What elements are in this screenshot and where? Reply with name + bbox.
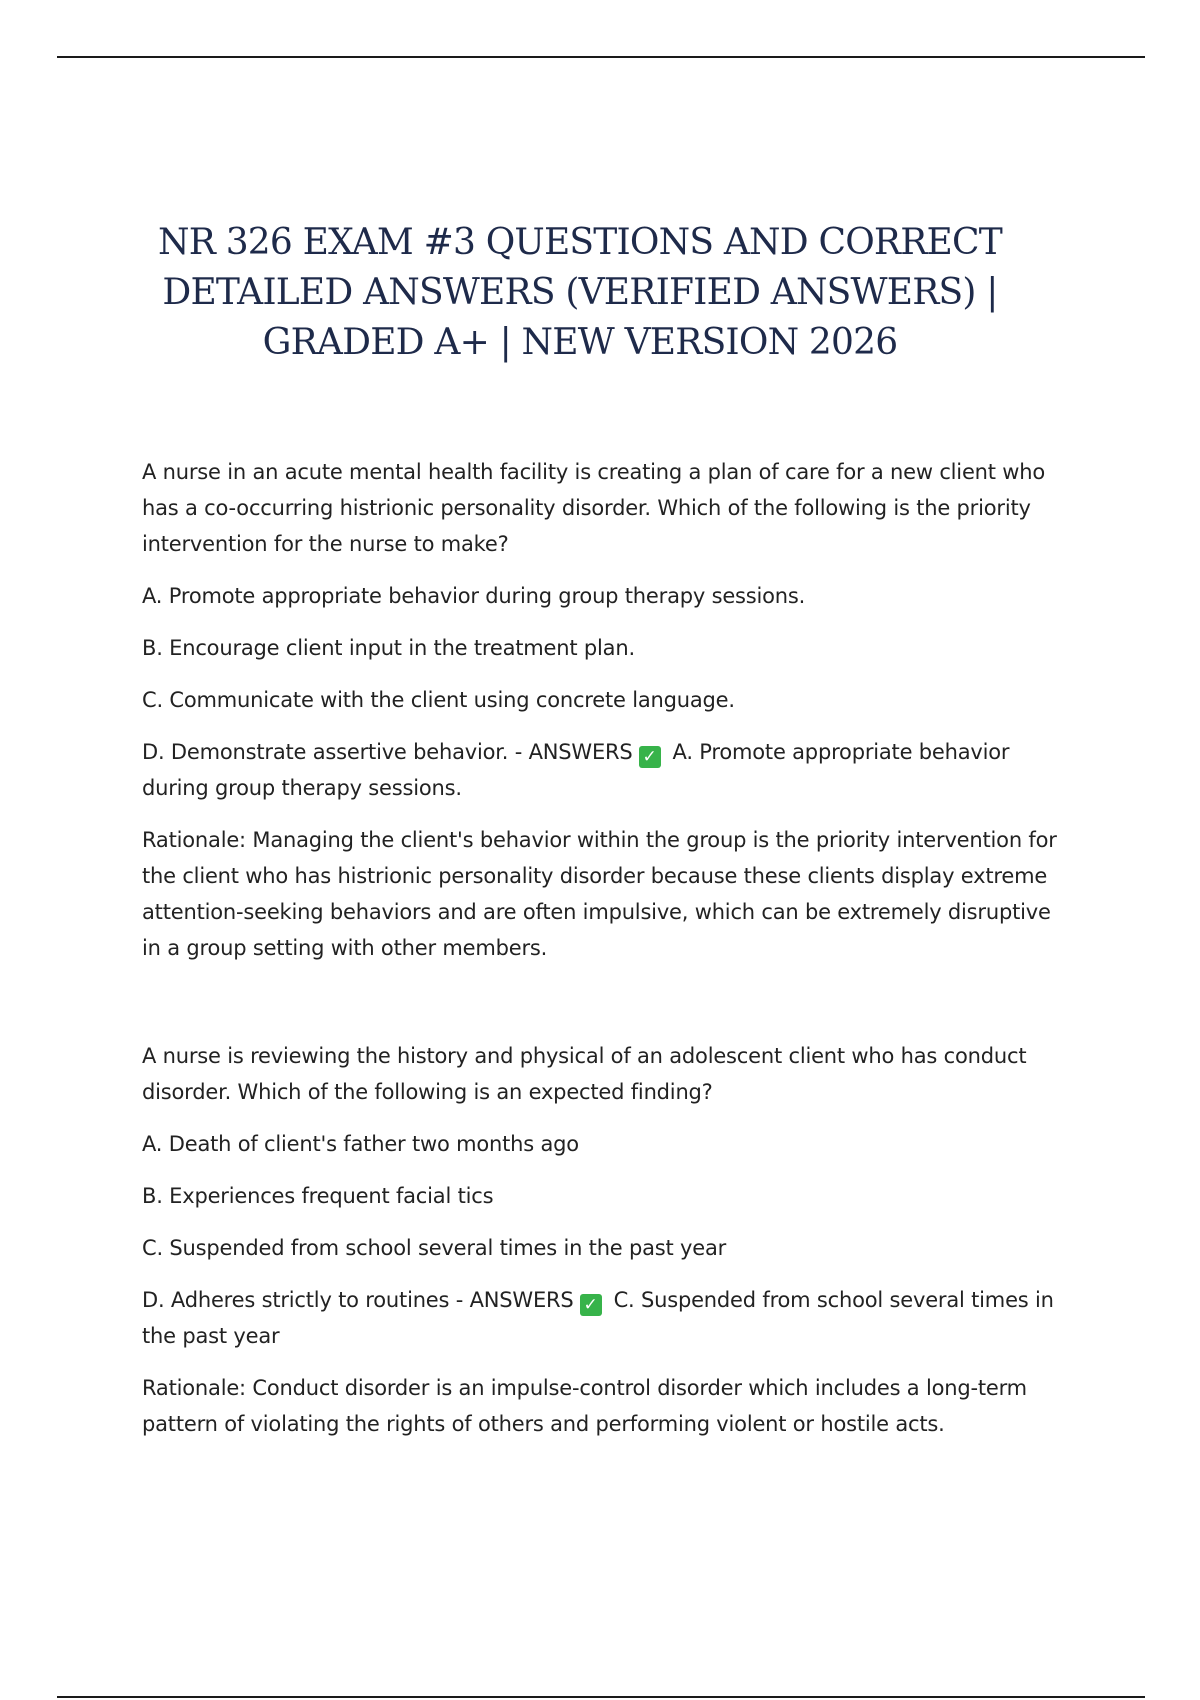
question-text: A nurse is reviewing the history and physical of an adolescent client who has conduct disorder. Which of the following is an expected finding? bbox=[142, 1044, 1027, 1104]
option-d: D. Demonstrate assertive behavior. - ANSWERS bbox=[142, 740, 633, 764]
correct-answer: C. Suspended from school several times in the past year bbox=[142, 1288, 1054, 1348]
option-b: B. Encourage client input in the treatment plan. bbox=[142, 636, 635, 660]
question-block-2 bbox=[142, 1038, 1072, 1458]
option-a: A. Death of client's father two months ago bbox=[142, 1132, 579, 1156]
title-line-1: NR 326 EXAM #3 QUESTIONS AND CORRECT bbox=[158, 222, 1002, 263]
rationale: Rationale: Managing the client's behavior within the group is the priority intervention for the client who has histrionic personality disorder because these clients display extreme attention-seeking behaviors and are often impulsive, which can be extremely disruptive in a group setting with other members. bbox=[142, 828, 1057, 960]
correct-answer: A. Promote appropriate behavior during group therapy sessions. bbox=[142, 740, 1010, 800]
question-block-1 bbox=[142, 454, 1072, 982]
option-a: A. Promote appropriate behavior during group therapy sessions. bbox=[142, 584, 806, 608]
page-title bbox=[140, 218, 1020, 368]
option-b: B. Experiences frequent facial tics bbox=[142, 1184, 494, 1208]
option-d-with-answer bbox=[142, 734, 1072, 806]
checkmark-icon: ✓ bbox=[580, 1294, 602, 1316]
checkmark-icon: ✓ bbox=[639, 746, 661, 768]
rationale: Rationale: Conduct disorder is an impulse-control disorder which includes a long-term pattern of violating the rights of others and performing violent or hostile acts. bbox=[142, 1376, 1027, 1436]
option-d-with-answer bbox=[142, 1282, 1072, 1354]
footer-rule bbox=[57, 1696, 1145, 1698]
option-d: D. Adheres strictly to routines - ANSWERS bbox=[142, 1288, 574, 1312]
header-rule bbox=[57, 56, 1145, 58]
option-c: C. Communicate with the client using concrete language. bbox=[142, 688, 735, 712]
title-line-3: GRADED A+ | NEW VERSION 2026 bbox=[262, 322, 898, 363]
title-line-2: DETAILED ANSWERS (VERIFIED ANSWERS) | bbox=[162, 272, 998, 313]
question-text: A nurse in an acute mental health facility is creating a plan of care for a new client who has a co-occurring histrionic personality disorder. Which of the following is the priority intervention for the nurse to make? bbox=[142, 460, 1046, 556]
option-c: C. Suspended from school several times in the past year bbox=[142, 1236, 727, 1260]
